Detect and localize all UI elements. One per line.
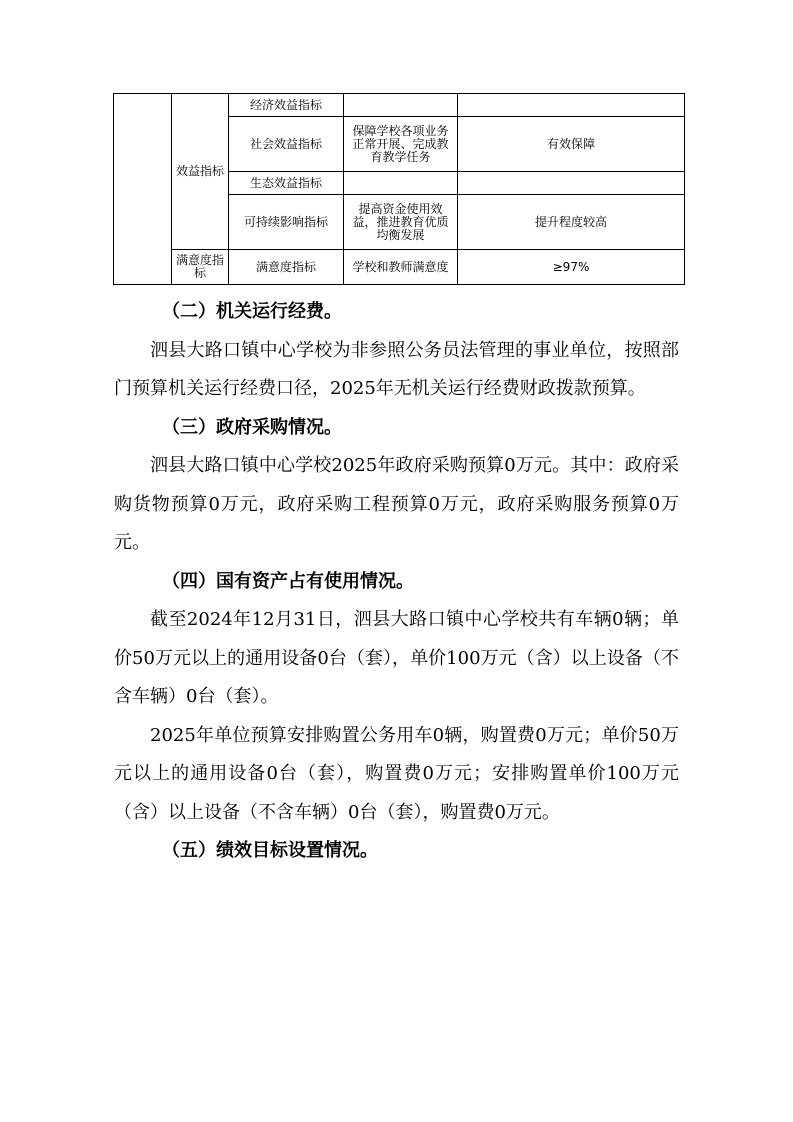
table-cell-target: 有效保障 [458,117,685,172]
table-row [114,94,685,117]
paragraph: 截至2024年12月31日，泗县大路口镇中心学校共有车辆0辆；单价50万元以上的通用设备0台（套），单价100万元（含）以上设备（不含车辆）0台（套）。 [114,609,679,707]
table-cell-content: 提高资金使用效益，推进教育优质均衡发展 [344,195,458,250]
performance-table [113,93,685,285]
section-heading: （三）政府采购情况。 [162,416,342,438]
table-cell-content [344,94,458,117]
table-cell-target: 提升程度较高 [458,195,685,250]
performance-table-fragment [113,93,685,285]
section-heading: （二）机关运行经费。 [162,301,342,322]
table-cell-indicator: 社会效益指标 [229,117,344,172]
table-cell-category: 满意度指标 [172,250,229,285]
table-cell-category: 效益指标 [172,94,229,250]
table-cell-indicator: 经济效益指标 [229,94,344,117]
paragraph: 泗县大路口镇中心学校为非参照公务员法管理的事业单位，按照部门预算机关运行经费口径，2025年无机关运行经费财政拨款预算。 [114,339,679,399]
table-cell-content: 学校和教师满意度 [344,250,458,285]
table-cell-target: ≥97% [458,250,685,285]
section-heading: （四）国有资产占有使用情况。 [162,570,414,592]
paragraph: 2025年单位预算安排购置公务用车0辆，购置费0万元；单价50万元以上的通用设备0台（套），购置费0万元；安排购置单价100万元（含）以上设备（不含车辆）0台（套），购置费0万元。 [114,724,679,823]
table-cell-indicator: 生态效益指标 [229,172,344,195]
table-cell-blank [114,94,172,285]
paragraph: 泗县大路口镇中心学校2025年政府采购预算0万元。其中：政府采购货物预算0万元，政府采购工程预算0万元，政府采购服务预算0万元。 [114,455,679,553]
document-body [114,293,679,871]
table-cell-content [344,172,458,195]
table-cell-target [458,94,685,117]
table-row [114,250,685,285]
table-cell-content: 保障学校各项业务正常开展、完成教育教学任务 [344,117,458,172]
section-heading: （五）绩效目标设置情况。 [162,840,378,861]
table-cell-indicator: 可持续影响指标 [229,195,344,250]
table-cell-indicator: 满意度指标 [229,250,344,285]
table-cell-target [458,172,685,195]
